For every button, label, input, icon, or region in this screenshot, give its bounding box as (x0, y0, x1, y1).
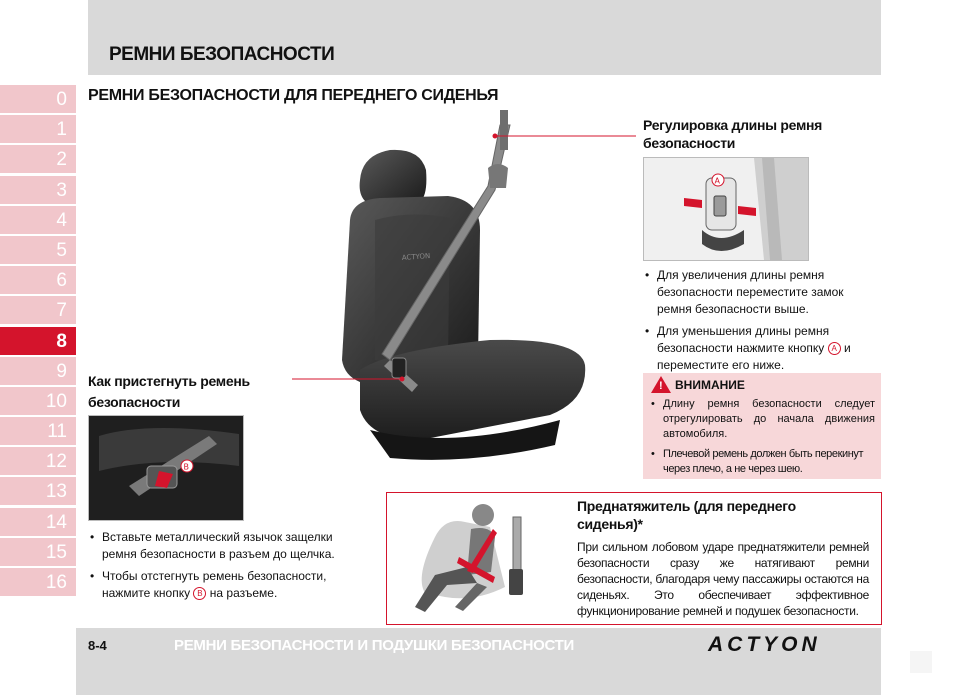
fasten-bullet-release: • Чтобы отстегнуть ремень безопасности, нажмите кнопку B на разъеме. (88, 568, 350, 602)
section-title: РЕМНИ БЕЗОПАСНОСТИ ДЛЯ ПЕРЕДНЕГО СИДЕНЬЯ (88, 87, 499, 104)
chapter-tab-5[interactable]: 5 (0, 236, 76, 264)
adjust-bullets (643, 267, 875, 379)
warning-title: ВНИМАНИЕ (675, 378, 745, 392)
seat-brand-label: ACTYON (401, 252, 431, 262)
fasten-bullets (88, 529, 350, 607)
chapter-tab-4[interactable]: 4 (0, 206, 76, 234)
pretensioner-illustration (395, 497, 535, 619)
button-b-symbol: B (193, 587, 206, 600)
pretensioner-text: При сильном лобовом ударе преднатяжители ремней безопасности сразу же натягивают ремни безопасности, благодаря чему пассажиры остаются на сиденьях. Это обеспечивает эффективное функционирование ремней и подушек безопасности. (577, 540, 869, 618)
chapter-tab-14[interactable]: 14 (0, 508, 76, 536)
chapter-tab-6[interactable]: 6 (0, 266, 76, 294)
svg-text:B: B (183, 462, 189, 472)
chapter-tab-9[interactable]: 9 (0, 357, 76, 385)
chapter-tab-8[interactable]: 8 (0, 327, 76, 355)
adjust-photo (643, 157, 809, 261)
page-heading: РЕМНИ БЕЗОПАСНОСТИ (109, 44, 335, 65)
page-number: 8-4 (88, 638, 107, 653)
fasten-heading: Как пристегнуть ремень безопасности (88, 373, 250, 410)
chapter-tab-11[interactable]: 11 (0, 417, 76, 445)
warning-icon: ! (651, 376, 671, 393)
warning-box (643, 373, 881, 479)
button-a-symbol: A (828, 342, 841, 355)
chapter-tab-10[interactable]: 10 (0, 387, 76, 415)
chapter-tab-1[interactable]: 1 (0, 115, 76, 143)
pretensioner-heading: Преднатяжитель (для переднего сиденья)* (577, 498, 796, 532)
brand-logo: ACTYON (708, 633, 821, 656)
chapter-tab-3[interactable]: 3 (0, 176, 76, 204)
warning-item: • Плечевой ремень должен быть перекинут через плечо, а не через шею. (649, 447, 875, 477)
chapter-tab-2[interactable]: 2 (0, 145, 76, 173)
fasten-photo (88, 415, 244, 521)
adjust-bullet-increase: • Для увеличения длины ремня безопасности переместите замок ремня безопасности выше. (643, 267, 875, 318)
chapter-tab-7[interactable]: 7 (0, 296, 76, 324)
footer-title: РЕМНИ БЕЗОПАСНОСТИ И ПОДУШКИ БЕЗОПАСНОСТИ (174, 637, 574, 654)
chapter-tab-12[interactable]: 12 (0, 447, 76, 475)
warning-list (649, 397, 875, 482)
adjust-heading: Регулировка длины ремня безопасности (643, 117, 823, 151)
corner-mark (910, 651, 932, 673)
fasten-bullet-insert: • Вставьте металлический язычок защелки ремня безопасности в разъем до щелчка. (88, 529, 350, 563)
chapter-tab-15[interactable]: 15 (0, 538, 76, 566)
warning-item: • Длину ремня безопасности следует отрегулировать до начала движения автомобиля. (649, 397, 875, 442)
chapter-tab-13[interactable]: 13 (0, 477, 76, 505)
svg-text:A: A (714, 176, 720, 186)
chapter-tab-0[interactable]: 0 (0, 85, 76, 113)
pretensioner-box (386, 492, 882, 625)
chapter-tab-16[interactable]: 16 (0, 568, 76, 596)
adjust-bullet-decrease: • Для уменьшения длины ремня безопасности нажмите кнопку A и переместите его ниже. (643, 323, 875, 374)
